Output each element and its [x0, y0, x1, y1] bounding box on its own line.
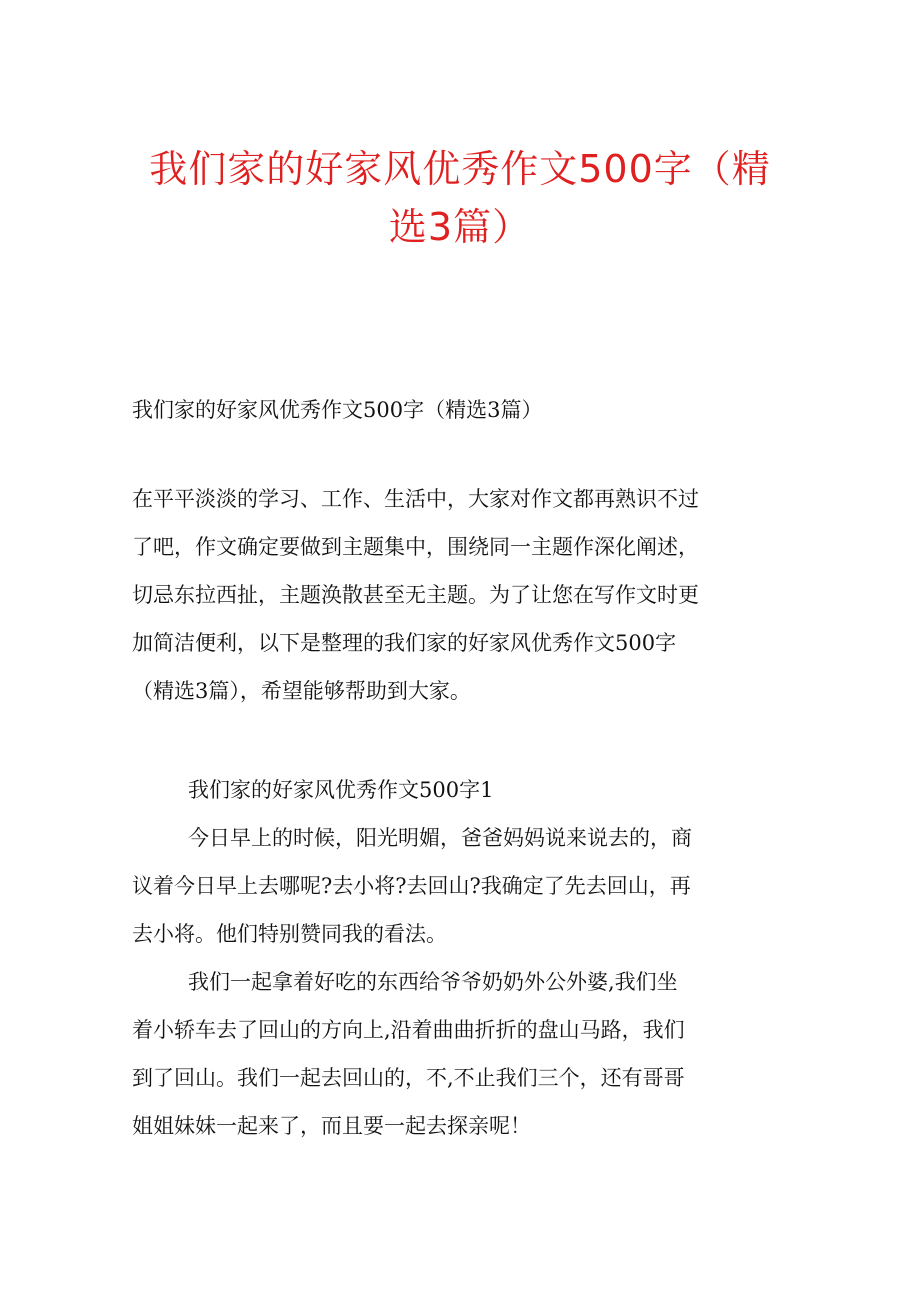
intro-line: （精选3篇），希望能够帮助到大家。	[132, 679, 471, 703]
intro-line: 切忌东拉西扯，主题涣散甚至无主题。为了让您在写作文时更	[132, 583, 699, 607]
paragraph-line: 到了回山。我们一起去回山的，不,不止我们三个，还有哥哥	[132, 1066, 685, 1090]
document-subtitle: 我们家的好家风优秀作文500字（精选3篇）	[132, 398, 543, 422]
essay-heading: 我们家的好家风优秀作文500字1	[188, 778, 494, 802]
intro-line: 加简洁便利，以下是整理的我们家的好家风优秀作文500字	[132, 631, 677, 655]
paragraph-line: 着小轿车去了回山的方向上,沿着曲曲折折的盘山马路，我们	[132, 1018, 685, 1042]
paragraph-line: 我们一起拿着好吃的东西给爷爷奶奶外公外婆,我们坐	[188, 970, 678, 994]
paragraph-line: 姐姐妹妹一起来了，而且要一起去探亲呢！	[132, 1114, 531, 1138]
intro-paragraph	[132, 475, 792, 715]
paragraph-line: 议着今日早上去哪呢?去小将?去回山?我确定了先去回山，再	[132, 874, 691, 898]
paragraph-line: 今日早上的时候，阳光明媚，爸爸妈妈说来说去的，商	[188, 826, 692, 850]
document-title-line-1: 我们家的好家风优秀作文500字（精	[149, 147, 771, 191]
document-title	[120, 140, 800, 256]
paragraph-line: 去小将。他们特别赞同我的看法。	[132, 922, 447, 946]
intro-line: 在平平淡淡的学习、工作、生活中，大家对作文都再熟识不过	[132, 487, 699, 511]
document-title-line-2: 选3篇）	[388, 205, 532, 249]
essay-paragraph	[132, 958, 792, 1150]
essay-paragraph	[132, 814, 792, 958]
intro-line: 了吧，作文确定要做到主题集中，围绕同一主题作深化阐述，	[132, 535, 699, 559]
